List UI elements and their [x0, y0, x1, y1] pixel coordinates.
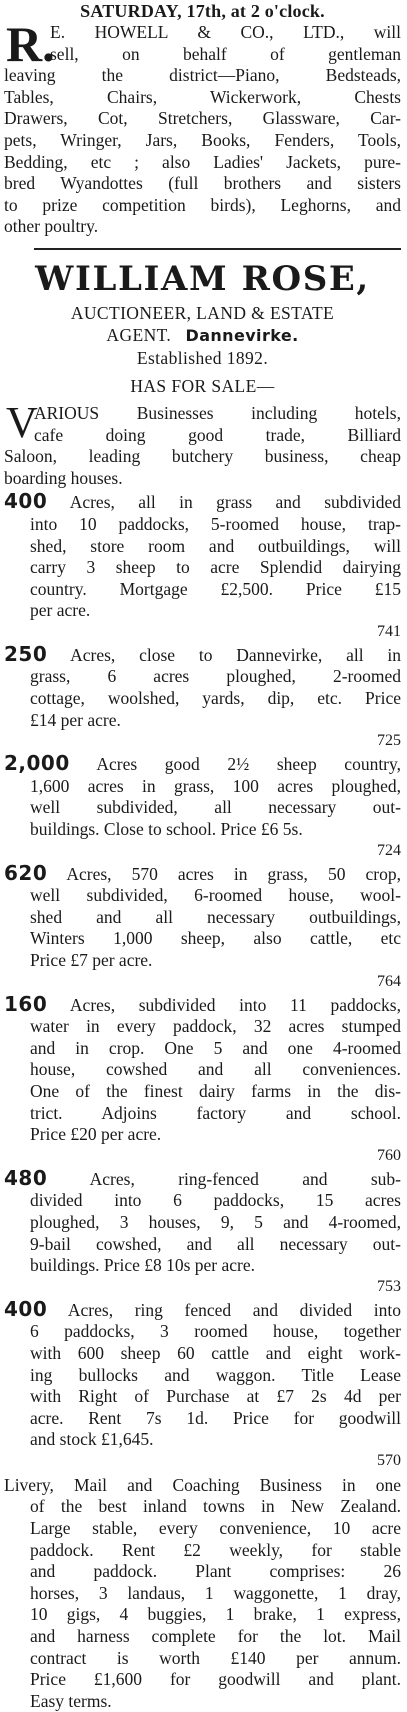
listing-text: Acres, all in grass and subdivided	[69, 492, 401, 513]
listing-acreage: 250	[4, 643, 48, 666]
livery-line: Large stable, every convenience, 10 acre	[30, 1518, 401, 1539]
listing-acreage: 400	[4, 491, 48, 514]
listing-line: Price £7 per acre.	[30, 950, 153, 970]
advertiser-name: WILLIAM ROSE,	[35, 258, 370, 299]
listing-reference-number: 724	[377, 841, 401, 859]
notice-line: leaving the district—Piano, Bedsteads,	[4, 65, 401, 86]
various-businesses	[4, 397, 401, 489]
livery-line: Livery, Mail and Coaching Business in one	[4, 1474, 401, 1495]
listing	[4, 491, 401, 642]
livery-listing	[4, 1475, 401, 1712]
notice-line: Tables, Chairs, Wickerwork, Chests	[4, 86, 401, 107]
listing-line: One of the finest dairy farms in the dis-	[30, 1080, 401, 1101]
notice-heading: SATURDAY, 17th, at 2 o'clock.	[80, 1, 325, 21]
has-for-sale: HAS FOR SALE—	[130, 375, 275, 396]
notice-line: E. HOWELL & CO., LTD., will	[50, 22, 401, 42]
section-divider	[34, 248, 401, 250]
listing-first-line	[4, 753, 401, 776]
listing-reference-number: 725	[377, 732, 401, 750]
listing-line: ing bullocks and waggon. Title Lease	[30, 1364, 401, 1385]
advertiser-title: AUCTIONEER, LAND & ESTATE	[70, 302, 335, 323]
listing	[4, 863, 401, 992]
listing-line: well subdivided, 6-roomed house, wool-	[30, 885, 401, 906]
listing-reference-number: 570	[377, 1451, 401, 1469]
advertiser-agent-line	[4, 324, 401, 347]
livery-line: and paddock. Plant comprises: 26	[30, 1561, 401, 1582]
various-line: ARIOUS Businesses including hotels,	[34, 402, 401, 423]
various-dropcap: V	[6, 397, 38, 447]
listing	[4, 753, 401, 860]
notice-line: Drawers, Cot, Stretchers, Glassware, Car-	[4, 108, 401, 129]
listing-acreage: 620	[4, 862, 48, 885]
listing-reference-number: 741	[377, 622, 401, 640]
listing-line: ploughed, 3 houses, 9, 5 and 4-roomed,	[30, 1211, 401, 1232]
listing	[4, 1168, 401, 1297]
listing-first-line	[4, 863, 401, 886]
listing-acreage: 480	[4, 1167, 48, 1190]
various-line: cafe doing good trade, Billiard	[34, 424, 401, 445]
listing-line: acre. Rent 7s 1d. Price for goodwill	[30, 1407, 401, 1428]
livery-line: horses, 3 landaus, 1 waggonette, 1 dray,	[30, 1582, 401, 1603]
notice-dropcap: R.	[6, 16, 55, 72]
notice-body	[4, 16, 401, 238]
listing-line: £14 per acre.	[30, 709, 121, 730]
various-line: Saloon, leading butchery business, cheap	[4, 446, 401, 467]
listing-line: carry 3 sheep to acre Splendid dairying	[30, 557, 401, 578]
notice-line: bred Wyandottes (full brothers and sisters	[4, 173, 401, 194]
listing-line: well subdivided, all necessary out-	[30, 797, 401, 818]
listing-first-line	[4, 994, 401, 1017]
listing-line: country. Mortgage £2,500. Price £15	[30, 578, 401, 599]
notice-line: other poultry.	[4, 216, 99, 237]
listing-first-line	[4, 644, 401, 667]
listing-line: shed, store room and outbuildings, will	[30, 535, 401, 556]
listing-line: 6 paddocks, 3 roomed house, together	[30, 1321, 401, 1342]
listing-reference-number: 760	[377, 1146, 401, 1164]
listing-line: divided into 6 paddocks, 15 acres	[30, 1190, 401, 1211]
listing-line: grass, 6 acres ploughed, 2-roomed	[30, 666, 401, 687]
livery-line: paddock. Rent £2 weekly, for stable	[30, 1539, 401, 1560]
property-listings	[4, 491, 401, 1471]
livery-line: Price £1,600 for goodwill and plant.	[30, 1669, 401, 1690]
listing-text: Acres, subdivided into 11 paddocks,	[69, 994, 401, 1015]
livery-line: contract is worth £140 per annum.	[30, 1647, 401, 1668]
listing-line: into 10 paddocks, 5-roomed house, trap-	[30, 513, 401, 534]
listing-line: 1,600 acres in grass, 100 acres ploughed,	[30, 775, 401, 796]
agent-label: AGENT.	[106, 324, 172, 345]
listing-line: buildings. Close to school. Price £6 5s.	[30, 819, 303, 840]
listing-line: 9-bail cowshed, and all necessary out-	[30, 1233, 401, 1254]
listing-line: per acre.	[30, 600, 91, 621]
livery-line: 10 gigs, 4 buggies, 1 brake, 1 express,	[30, 1604, 401, 1625]
listing-acreage: 2,000	[4, 753, 70, 776]
livery-line: Easy terms.	[30, 1690, 112, 1711]
listing	[4, 994, 401, 1166]
listing-first-line	[4, 491, 401, 514]
listing-text: Acres, ring-fenced and sub-	[89, 1168, 401, 1189]
notice-line: sell, on behalf of gentleman	[50, 43, 401, 64]
notice-line: to prize competition birds), Leghorns, and	[4, 194, 401, 215]
listing-first-line	[4, 1299, 401, 1322]
listing-line: shed and all necessary outbuildings,	[30, 906, 401, 927]
listing-acreage: 160	[4, 993, 48, 1016]
listing-line: with Right of Purchase at £7 2s 4d per	[30, 1386, 401, 1407]
listing-line: and stock £1,645.	[30, 1429, 154, 1450]
listing-line: with 600 sheep 60 cattle and eight work-	[30, 1342, 401, 1363]
listing-acreage: 400	[4, 1298, 48, 1321]
livery-line: of the best inland towns in New Zealand.	[30, 1496, 401, 1517]
listing-line: buildings. Price £8 10s per acre.	[30, 1255, 256, 1276]
listing-reference-number: 753	[377, 1277, 401, 1295]
listing-text: Acres, ring fenced and divided into	[67, 1299, 401, 1320]
various-line: boarding houses.	[4, 467, 123, 488]
listing-line: trict. Adjoins factory and school.	[30, 1102, 401, 1123]
listing-text: Acres, close to Dannevirke, all in	[70, 644, 401, 665]
listing-first-line	[4, 1168, 401, 1191]
listing-text: Acres good 2½ sheep country,	[96, 754, 401, 775]
town-name: Dannevirke.	[185, 325, 299, 345]
livery-line: and harness complete for the lot. Mail	[30, 1626, 401, 1647]
listing-line: Price £20 per acre.	[30, 1124, 162, 1145]
listing	[4, 644, 401, 751]
notice-line: pets, Wringer, Jars, Books, Fenders, Tools,	[4, 129, 401, 150]
listing-text: Acres, 570 acres in grass, 50 crop,	[66, 863, 401, 884]
listing-line: Winters 1,000 sheep, also cattle, etc	[30, 928, 401, 949]
listing-line: and in crop. One 5 and one 4-roomed	[30, 1037, 401, 1058]
notice-line: Bedding, etc ; also Ladies' Jackets, pure-	[4, 151, 401, 172]
listing	[4, 1299, 401, 1471]
established: Established 1892.	[136, 347, 269, 368]
listing-line: water in every paddock, 32 acres stumped	[30, 1016, 401, 1037]
listing-line: house, cowshed and all conveniences.	[30, 1059, 401, 1080]
listing-reference-number: 764	[377, 972, 401, 990]
listing-line: cottage, woolshed, yards, dip, etc. Price	[30, 688, 401, 709]
